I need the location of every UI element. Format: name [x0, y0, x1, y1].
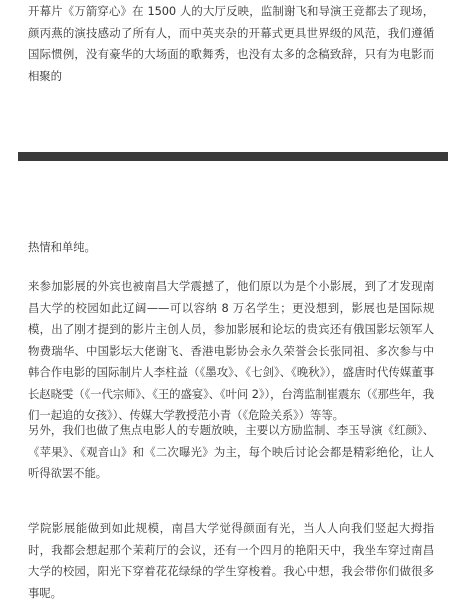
paragraph-passion: 热情和单纯。 [28, 240, 96, 254]
paragraph-foreign-guests: 来参加影展的外宾也被南昌大学震撼了，他们原以为是个小影展，到了才发现南昌大学的校园如此辽阔——可以容纳 8 万名学生；更没想到，影展也是国际规模，出了刚才提到的影片主创人员，参加影展和论坛的贵宾还有俄国影坛领军人物费瑞华、中国影坛大佬谢飞、香港电影协会永久荣誉会长张同祖、多次参与中韩合作电影的国际制片人李柱益（《墨攻》、《七剑》、《晚秋》），盛唐时代传媒董事长赵晓雯（《一代宗师》、《王的盛宴》、《叶问 2》），台湾监制崔震东（《那些年，我们一起追的女孩》）、传媒大学教授范小青（《危险关系》）等等。 [28, 279, 434, 422]
paragraph-film-opening: 开幕片《万箭穿心》在 1500 人的大厅反映，监制谢飞和导演王竞都去了现场，颜丙燕的演技感动了所有人，而中英夹杂的开幕式更具世界级的风范，我们遵循国际惯例，没有豪华的大场面的歌舞秀，也没有太多的念稿致辞，只有为电影而相聚的 [28, 4, 434, 83]
page-divider [18, 152, 448, 161]
paragraph-closing: 学院影展能做到如此规模，南昌大学觉得颜面有光，当人人向我们竖起大拇指时，我都会想起那个茉莉厅的会议，还有一个四月的艳阳天中，我坐车穿过南昌大学的校园，阳光下穿着花花绿绿的学生穿梭着。我心中想，我会带你们做很多事呢。 [28, 521, 434, 600]
paragraph-focus-screenings: 另外，我们也做了焦点电影人的专题放映，主要以方励监制、李玉导演《红颜》、《苹果》、《观音山》和《二次曝光》为主，每个映后讨论会都是精彩绝伦，让人听得欲罢不能。 [28, 423, 434, 480]
